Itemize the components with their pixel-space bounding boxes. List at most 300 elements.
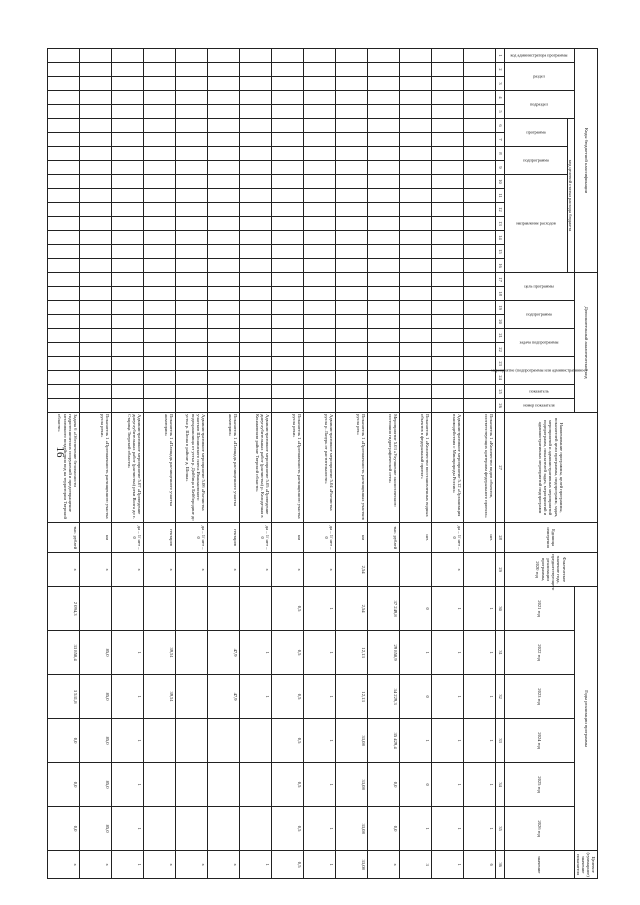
- code-cell: [143, 371, 175, 385]
- row-year-value: [79, 587, 111, 631]
- code-cell: [239, 245, 271, 259]
- column-number: 2: [495, 63, 504, 77]
- row-year-value: 1: [463, 675, 495, 719]
- row-target: 1: [431, 851, 463, 879]
- table-row: [303, 49, 335, 879]
- section-header: раздел: [504, 63, 574, 91]
- code-cell: [463, 371, 495, 385]
- code-cell: [207, 301, 239, 315]
- column-number: 30: [495, 587, 504, 631]
- column-number: 1: [495, 49, 504, 63]
- row-actual: [367, 553, 399, 587]
- row-name: Административное мероприятие 5.06 «Расчистка участков Шошинского плеса Иваньковского водохранилища от устья р. Дойбица в Бейбородине до устья р. Шоша в районе д. Шоша»: [175, 413, 207, 523]
- code-cell: [207, 161, 239, 175]
- code-cell: [303, 147, 335, 161]
- row-target: 1: [111, 851, 143, 879]
- row-actual: x: [239, 553, 271, 587]
- code-cell: [303, 231, 335, 245]
- column-number: 8: [495, 147, 504, 161]
- code-cell: [367, 385, 399, 399]
- row-name: Показатель 1 «Протяженность расчищенного участка русла реки»: [79, 413, 111, 523]
- row-year-value: 0: [399, 587, 431, 631]
- row-year-value: 0,5: [271, 587, 303, 631]
- code-cell: [79, 385, 111, 399]
- years-header: Годы реализации программы: [574, 587, 597, 851]
- code-cell: [463, 63, 495, 77]
- code-cell: [47, 217, 79, 231]
- code-cell: [367, 49, 399, 63]
- column-number: 22: [495, 343, 504, 357]
- code-cell: [175, 133, 207, 147]
- row-year-value: 0: [399, 675, 431, 719]
- code-cell: [47, 63, 79, 77]
- row-name: Административное мероприятие 5.04 «Расчистка русла р. Лазурь от растительности»: [303, 413, 335, 523]
- table-row: [111, 49, 143, 879]
- column-number: 11: [495, 189, 504, 203]
- column-number: 19: [495, 301, 504, 315]
- code-cell: [399, 399, 431, 413]
- code-cell: [399, 133, 431, 147]
- program-code-header: программа: [504, 119, 567, 147]
- code-cell: [143, 287, 175, 301]
- code-cell: [367, 399, 399, 413]
- row-year-value: [143, 763, 175, 807]
- row-actual: [463, 553, 495, 587]
- code-cell: [47, 231, 79, 245]
- row-target: 6: [463, 851, 495, 879]
- code-cell: [271, 259, 303, 273]
- code-cell: [239, 315, 271, 329]
- code-cell: [399, 315, 431, 329]
- code-cell: [303, 357, 335, 371]
- code-cell: [431, 105, 463, 119]
- row-target: 3: [399, 851, 431, 879]
- code-cell: [335, 315, 367, 329]
- code-cell: [399, 63, 431, 77]
- code-cell: [207, 175, 239, 189]
- code-cell: [367, 161, 399, 175]
- code-cell: [399, 91, 431, 105]
- code-cell: [143, 161, 175, 175]
- code-cell: [111, 63, 143, 77]
- code-cell: [143, 147, 175, 161]
- row-year-value: 29 858,9: [367, 631, 399, 675]
- year-col-6: 2026 год: [504, 807, 574, 851]
- row-year-value: 0,5: [271, 807, 303, 851]
- code-cell: [399, 371, 431, 385]
- table-row: [47, 49, 79, 879]
- row-target: x: [79, 851, 111, 879]
- column-number: 16: [495, 259, 504, 273]
- row-unit: гектаров: [143, 523, 175, 553]
- code-cell: [111, 91, 143, 105]
- code-cell: [399, 175, 431, 189]
- code-cell: [239, 385, 271, 399]
- code-cell: [303, 315, 335, 329]
- code-cell: [367, 63, 399, 77]
- code-cell: [399, 357, 431, 371]
- code-cell: [79, 329, 111, 343]
- code-cell: [335, 203, 367, 217]
- row-year-value: [143, 807, 175, 851]
- row-year-value: 1: [431, 587, 463, 631]
- code-cell: [303, 175, 335, 189]
- code-cell: [367, 231, 399, 245]
- column-number: 10: [495, 175, 504, 189]
- code-cell: [239, 371, 271, 385]
- code-cell: [431, 329, 463, 343]
- code-cell: [335, 301, 367, 315]
- row-year-value: 47,9: [207, 631, 239, 675]
- column-number: 35: [495, 807, 504, 851]
- code-cell: [79, 287, 111, 301]
- code-cell: [47, 329, 79, 343]
- column-number: 12: [495, 203, 504, 217]
- code-cell: [463, 175, 495, 189]
- code-cell: [303, 329, 335, 343]
- code-cell: [271, 315, 303, 329]
- code-cell: [207, 371, 239, 385]
- row-year-value: 0,0: [367, 763, 399, 807]
- code-cell: [463, 273, 495, 287]
- code-cell: [175, 147, 207, 161]
- row-year-value: 1: [111, 763, 143, 807]
- code-cell: [367, 329, 399, 343]
- code-cell: [399, 231, 431, 245]
- column-number: 29: [495, 553, 504, 587]
- column-number: 14: [495, 231, 504, 245]
- code-cell: [463, 301, 495, 315]
- code-cell: [239, 357, 271, 371]
- code-cell: [143, 189, 175, 203]
- task-header: задача подпрограммы: [504, 329, 574, 357]
- column-number: 25: [495, 385, 504, 399]
- code-cell: [431, 147, 463, 161]
- code-cell: [175, 119, 207, 133]
- code-cell: [303, 77, 335, 91]
- column-number: 33: [495, 719, 504, 763]
- code-cell: [175, 161, 207, 175]
- row-year-value: 34 229,3: [367, 675, 399, 719]
- code-cell: [207, 91, 239, 105]
- code-cell: [143, 343, 175, 357]
- row-year-value: 85,0: [79, 763, 111, 807]
- code-cell: [143, 357, 175, 371]
- code-cell: [399, 329, 431, 343]
- code-cell: [463, 399, 495, 413]
- code-cell: [47, 315, 79, 329]
- column-number: 32: [495, 675, 504, 719]
- code-cell: [47, 273, 79, 287]
- code-cell: [207, 287, 239, 301]
- code-cell: [431, 259, 463, 273]
- row-unit: шт.: [399, 523, 431, 553]
- row-year-value: 1: [303, 675, 335, 719]
- code-cell: [207, 189, 239, 203]
- code-cell: [175, 385, 207, 399]
- column-number: 31: [495, 631, 504, 675]
- row-actual: x: [175, 553, 207, 587]
- target-header: Целевое (суммарное) значение показателя: [575, 852, 597, 877]
- code-cell: [79, 91, 111, 105]
- code-cell: [79, 147, 111, 161]
- code-cell: [175, 217, 207, 231]
- code-cell: [207, 399, 239, 413]
- row-year-value: 12,13: [335, 675, 367, 719]
- code-cell: [463, 133, 495, 147]
- code-cell: [175, 49, 207, 63]
- code-cell: [431, 385, 463, 399]
- code-cell: [463, 91, 495, 105]
- code-cell: [47, 343, 79, 357]
- column-number: 6: [495, 119, 504, 133]
- code-cell: [47, 245, 79, 259]
- code-cell: [207, 385, 239, 399]
- code-cell: [335, 287, 367, 301]
- row-year-value: [175, 763, 207, 807]
- row-year-value: 1: [431, 719, 463, 763]
- row-year-value: 1: [239, 631, 271, 675]
- table-row: [239, 49, 271, 879]
- code-cell: [47, 357, 79, 371]
- code-cell: [303, 217, 335, 231]
- code-cell: [79, 259, 111, 273]
- table-row: [399, 49, 431, 879]
- code-cell: [47, 385, 79, 399]
- code-cell: [79, 105, 111, 119]
- code-cell: [367, 203, 399, 217]
- code-cell: [111, 189, 143, 203]
- row-year-value: 1: [431, 675, 463, 719]
- code-cell: [335, 371, 367, 385]
- table-row: [175, 49, 207, 879]
- row-name: Показатель 1 «Протяженность расчищенных участков русла рек»: [335, 413, 367, 523]
- row-target: 0,5: [271, 851, 303, 879]
- code-cell: [207, 315, 239, 329]
- code-cell: [111, 343, 143, 357]
- year-col-1: 2021 год: [504, 587, 574, 631]
- code-cell: [175, 105, 207, 119]
- row-year-value: 33,08: [335, 719, 367, 763]
- code-cell: [239, 147, 271, 161]
- row-year-value: 0,0: [47, 807, 79, 851]
- code-cell: [143, 385, 175, 399]
- code-cell: [207, 343, 239, 357]
- row-year-value: [111, 587, 143, 631]
- code-cell: [207, 217, 239, 231]
- code-cell: [367, 259, 399, 273]
- code-cell: [111, 273, 143, 287]
- table-body: [47, 49, 504, 879]
- code-cell: [399, 301, 431, 315]
- code-cell: [143, 315, 175, 329]
- row-year-value: [239, 587, 271, 631]
- code-cell: [239, 273, 271, 287]
- code-cell: [143, 133, 175, 147]
- code-cell: [175, 287, 207, 301]
- code-cell: [111, 399, 143, 413]
- code-cell: [175, 301, 207, 315]
- code-cell: [367, 371, 399, 385]
- table-row: [431, 49, 463, 879]
- code-cell: [367, 273, 399, 287]
- row-unit: да – 1/ нет – 0: [111, 523, 143, 553]
- row-year-value: [175, 587, 207, 631]
- code-cell: [431, 203, 463, 217]
- code-cell: [303, 49, 335, 63]
- column-number: 15: [495, 245, 504, 259]
- code-cell: [335, 77, 367, 91]
- row-year-value: [175, 719, 207, 763]
- code-cell: [303, 133, 335, 147]
- row-year-value: 0,5: [271, 631, 303, 675]
- code-cell: [111, 133, 143, 147]
- row-actual: x: [207, 553, 239, 587]
- code-cell: [431, 161, 463, 175]
- code-cell: [303, 119, 335, 133]
- code-cell: [239, 77, 271, 91]
- row-target: 33,08: [335, 851, 367, 879]
- row-name: Показатель 1 «Количество восстановленных водных объектов в федеральный проект»: [399, 413, 431, 523]
- indicator-number-header: номер показателя: [504, 399, 574, 413]
- row-year-value: 3 531,8: [47, 675, 79, 719]
- row-unit: тыс. рублей: [47, 523, 79, 553]
- code-cell: [271, 105, 303, 119]
- row-year-value: [207, 807, 239, 851]
- code-cell: [399, 105, 431, 119]
- row-year-value: 0,0: [47, 719, 79, 763]
- code-cell: [175, 189, 207, 203]
- row-name: Мероприятие 5.03 «Улучшение экологического состояния гидрографической сети»: [367, 413, 399, 523]
- column-number: 23: [495, 357, 504, 371]
- row-year-value: 1: [111, 675, 143, 719]
- row-name: Задача 6 «Обеспечение безопасности гидротехнических сооружений и предотвращение негативного воздействия вод на территории Тверской области»: [47, 413, 79, 523]
- code-cell: [207, 63, 239, 77]
- code-cell: [239, 231, 271, 245]
- row-year-value: 1: [399, 807, 431, 851]
- code-cell: [335, 189, 367, 203]
- code-cell: [303, 63, 335, 77]
- year-col-3: 2023 год: [504, 675, 574, 719]
- code-cell: [47, 399, 79, 413]
- code-cell: [399, 245, 431, 259]
- row-unit: шт.: [463, 523, 495, 553]
- code-cell: [367, 175, 399, 189]
- code-cell: [303, 161, 335, 175]
- code-cell: [111, 203, 143, 217]
- code-cell: [335, 231, 367, 245]
- code-cell: [47, 49, 79, 63]
- code-cell: [175, 371, 207, 385]
- code-cell: [239, 203, 271, 217]
- code-cell: [143, 203, 175, 217]
- code-cell: [431, 231, 463, 245]
- code-cell: [175, 329, 207, 343]
- code-cell: [335, 259, 367, 273]
- table-row: [79, 49, 111, 879]
- column-number: 27: [495, 413, 504, 523]
- code-cell: [143, 49, 175, 63]
- code-cell: [335, 119, 367, 133]
- code-cell: [271, 329, 303, 343]
- code-cell: [143, 259, 175, 273]
- table-row: [367, 49, 399, 879]
- code-cell: [47, 105, 79, 119]
- code-cell: [431, 63, 463, 77]
- row-year-value: 1: [111, 719, 143, 763]
- code-cell: [175, 343, 207, 357]
- code-cell: [207, 245, 239, 259]
- column-number: 21: [495, 329, 504, 343]
- code-cell: [335, 217, 367, 231]
- code-cell: [431, 273, 463, 287]
- code-cell: [303, 301, 335, 315]
- code-cell: [143, 105, 175, 119]
- row-actual: x: [303, 553, 335, 587]
- row-year-value: 2,54: [335, 587, 367, 631]
- code-cell: [431, 189, 463, 203]
- code-cell: [335, 273, 367, 287]
- row-unit: да – 1/ нет – 0: [303, 523, 335, 553]
- code-cell: [239, 259, 271, 273]
- row-actual: x: [47, 553, 79, 587]
- code-cell: [47, 203, 79, 217]
- row-year-value: [143, 719, 175, 763]
- code-cell: [335, 63, 367, 77]
- code-cell: [271, 245, 303, 259]
- code-cell: [47, 301, 79, 315]
- page-number: 16: [54, 446, 66, 458]
- row-target: x: [367, 851, 399, 879]
- column-number: 34: [495, 763, 504, 807]
- code-cell: [175, 231, 207, 245]
- row-year-value: 1: [303, 587, 335, 631]
- code-cell: [463, 287, 495, 301]
- row-name: Показатель 1 «Количество видов объектов, соответствующих критериям федерального проекта»: [463, 413, 495, 523]
- code-cell: [175, 245, 207, 259]
- code-cell: [335, 133, 367, 147]
- table-row: [271, 49, 303, 879]
- code-cell: [271, 133, 303, 147]
- code-cell: [271, 147, 303, 161]
- column-number: 13: [495, 217, 504, 231]
- code-cell: [239, 189, 271, 203]
- code-cell: [143, 77, 175, 91]
- code-cell: [111, 315, 143, 329]
- code-cell: [207, 119, 239, 133]
- code-cell: [271, 273, 303, 287]
- code-cell: [431, 91, 463, 105]
- column-number: 26: [495, 399, 504, 413]
- code-cell: [79, 357, 111, 371]
- code-cell: [111, 161, 143, 175]
- code-cell: [111, 371, 143, 385]
- code-cell: [239, 343, 271, 357]
- code-cell: [143, 399, 175, 413]
- row-year-value: 1: [431, 763, 463, 807]
- row-year-value: 1: [303, 631, 335, 675]
- code-cell: [367, 91, 399, 105]
- row-year-value: 1: [303, 807, 335, 851]
- code-cell: [463, 385, 495, 399]
- code-cell: [271, 343, 303, 357]
- code-cell: [239, 217, 271, 231]
- row-target: x: [207, 851, 239, 879]
- code-cell: [79, 203, 111, 217]
- row-actual: x: [143, 553, 175, 587]
- row-unit: гектаров: [207, 523, 239, 553]
- row-year-value: 1: [463, 719, 495, 763]
